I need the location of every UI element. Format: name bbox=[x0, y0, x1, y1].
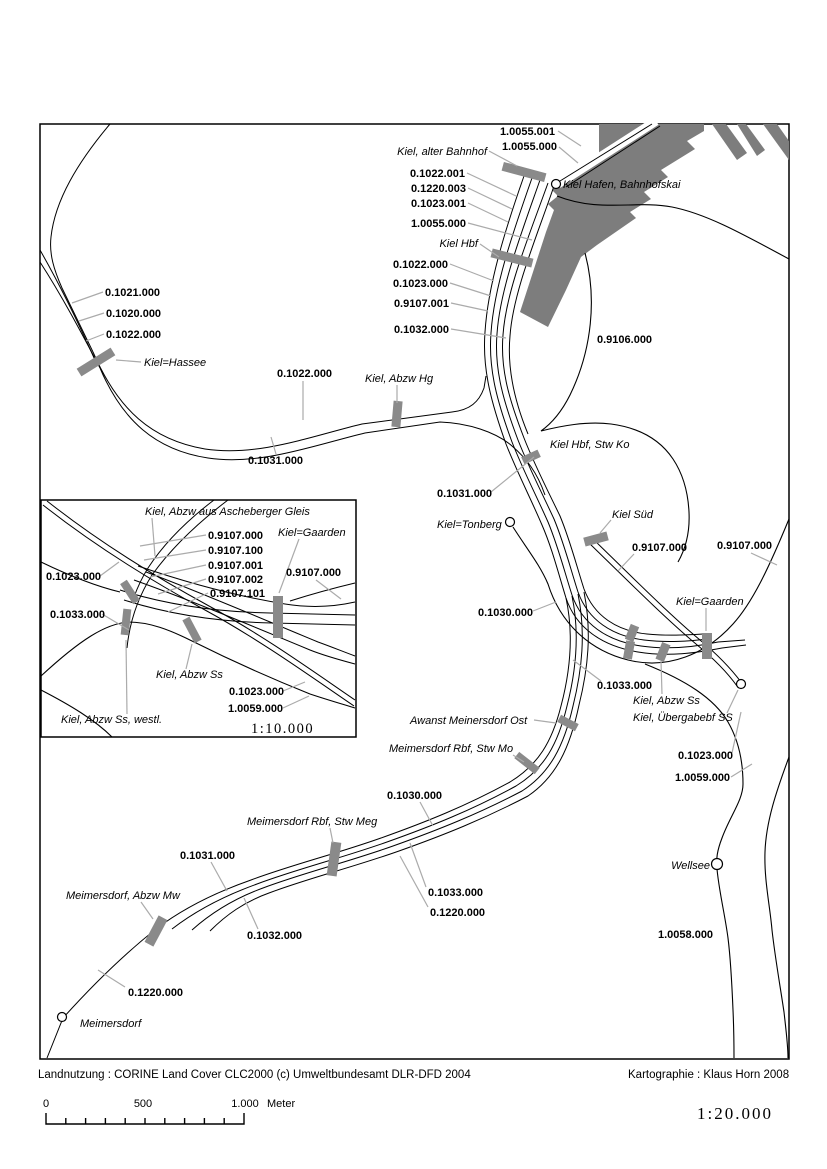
station-label: Kiel=Hassee bbox=[144, 357, 207, 369]
station-marker-kiel-hbf-stw-ko bbox=[521, 450, 541, 465]
station-label: Meimersdorf Rbf, Stw Meg bbox=[247, 816, 378, 828]
line-number-label: 0.1020.000 bbox=[106, 308, 162, 320]
line-number-label: 0.1031.000 bbox=[437, 488, 493, 500]
leader-line bbox=[451, 303, 488, 311]
leader-line bbox=[489, 151, 517, 166]
station-marker-meimersdorf-rbf-stw-meg bbox=[327, 841, 342, 876]
line-number-label: 0.1032.000 bbox=[393, 324, 449, 336]
leader-line bbox=[98, 970, 125, 987]
line-number-label: 0.1023.000 bbox=[229, 686, 285, 698]
leader-line bbox=[410, 843, 426, 887]
station-label: Kiel Hbf bbox=[439, 238, 478, 250]
line-number-label: 0.9107.001 bbox=[393, 298, 449, 310]
station-label: Meimersdorf Rbf, Stw Mo bbox=[389, 743, 514, 755]
line-number-label: 1.0059.000 bbox=[675, 772, 731, 784]
line-number-label: 0.1220.003 bbox=[410, 183, 466, 195]
station-label: Kiel, Abzw Hg bbox=[365, 373, 434, 385]
scalebar-label: 1.000 bbox=[231, 1098, 259, 1110]
line-number-label: 0.1031.000 bbox=[248, 455, 304, 467]
line-number-label: 0.1023.001 bbox=[410, 198, 466, 210]
line-number-label: 0.1022.001 bbox=[409, 168, 465, 180]
station-label: Kiel Hbf, Stw Ko bbox=[550, 439, 630, 451]
station-label: Kiel Hafen, Bahnhofskai bbox=[563, 179, 681, 191]
line-number-label: 0.1023.000 bbox=[46, 571, 102, 583]
leader-line bbox=[467, 173, 516, 196]
line-number-label: 0.1022.000 bbox=[277, 368, 333, 380]
station-marker-inset-kiel-gaarden bbox=[273, 596, 283, 638]
station-circle-kiel-hafen-bahnhofskai bbox=[552, 180, 561, 189]
station-marker-kiel-hbf bbox=[491, 249, 534, 268]
station-label: Awanst Meinersdorf Ost bbox=[410, 715, 528, 727]
station-label: Kiel=Gaarden bbox=[676, 596, 744, 608]
station-circle-kiel-tonberg bbox=[506, 518, 515, 527]
leader-line bbox=[450, 283, 491, 296]
line-number-label: 0.1033.000 bbox=[428, 887, 484, 899]
leader-line bbox=[533, 602, 556, 611]
station-label: Kiel, Übergabebf SS bbox=[633, 712, 733, 724]
line-number-label: 0.1031.000 bbox=[180, 850, 236, 862]
scalebar-label: 0 bbox=[42, 1098, 50, 1110]
line-number-label: 0.1022.000 bbox=[106, 329, 162, 341]
station-marker-meimersdorf-rbf-stw-mo bbox=[514, 752, 539, 774]
line-number-label: 0.1030.000 bbox=[387, 790, 443, 802]
line-number-label: 0.1220.000 bbox=[430, 907, 486, 919]
leader-line bbox=[72, 292, 103, 303]
station-marker-kiel-abzw-ss bbox=[655, 642, 670, 662]
line-number-label: 0.1023.000 bbox=[678, 750, 734, 762]
line-number-label: 0.9107.000 bbox=[717, 540, 773, 552]
leader-line bbox=[559, 147, 578, 163]
station-label: Meimersdorf bbox=[80, 1018, 142, 1030]
leader-line bbox=[141, 902, 153, 919]
line-number-label: 0.1033.000 bbox=[597, 680, 653, 692]
scale-bar bbox=[46, 1113, 244, 1124]
leader-line bbox=[600, 520, 611, 533]
station-circle-kiel-uebergabebf-ss bbox=[737, 680, 746, 689]
station-marker-kiel-hassee bbox=[77, 348, 116, 377]
line-number-label: 0.1022.000 bbox=[392, 259, 448, 271]
leader-line bbox=[244, 898, 258, 929]
leader-line bbox=[661, 661, 662, 694]
leader-line bbox=[86, 334, 104, 341]
station-marker-kiel-abzw-hg bbox=[391, 401, 402, 428]
station-label: Kiel=Tonberg bbox=[437, 519, 502, 531]
line-number-label: 0.9107.000 bbox=[286, 567, 342, 579]
station-label: Kiel, Abzw Ss bbox=[156, 669, 223, 681]
station-marker-kiel-gaarden bbox=[702, 633, 712, 659]
inset-scale-text: 1:10.000 bbox=[251, 721, 315, 737]
line-number-label: 1.0059.000 bbox=[228, 703, 284, 715]
credit-text: Kartographie : Klaus Horn 2008 bbox=[628, 1069, 790, 1081]
station-marker-meimersdorf-abzw-mw bbox=[145, 915, 168, 946]
leader-line bbox=[79, 313, 104, 321]
scalebar-label: Meter bbox=[267, 1098, 296, 1110]
station-label: Kiel, Abzw Ss, westl. bbox=[61, 714, 163, 726]
leader-line bbox=[116, 360, 141, 362]
line-number-label: 0.9107.002 bbox=[208, 574, 264, 586]
line-number-label: 0.9107.000 bbox=[208, 530, 264, 542]
leader-line bbox=[727, 690, 738, 713]
leader-line bbox=[491, 457, 534, 492]
station-label: Kiel, Abzw aus Ascheberger Gleis bbox=[145, 506, 310, 518]
line-number-label: 0.9107.000 bbox=[632, 542, 688, 554]
main-scale-text: 1:20.000 bbox=[697, 1104, 773, 1123]
line-number-label: 0.1032.000 bbox=[247, 930, 303, 942]
line-number-label: 1.0058.000 bbox=[658, 929, 714, 941]
station-marker-kiel-alter-bahnhof bbox=[502, 162, 547, 182]
leader-line bbox=[558, 131, 581, 146]
line-number-label: 0.1030.000 bbox=[478, 607, 534, 619]
station-marker-junction-2 bbox=[623, 640, 635, 659]
station-label: Kiel, Abzw Ss bbox=[633, 695, 700, 707]
station-label: Kiel=Gaarden bbox=[278, 527, 346, 539]
line-number-label: 0.1033.000 bbox=[50, 609, 106, 621]
leader-line bbox=[468, 203, 508, 222]
harbor-pier bbox=[763, 124, 789, 160]
line-number-label: 1.0055.000 bbox=[501, 141, 557, 153]
line-number-label: 1.0055.001 bbox=[499, 126, 555, 138]
scale-bar-ticks bbox=[66, 1118, 224, 1124]
leader-line bbox=[330, 828, 333, 843]
line-number-label: 0.9107.100 bbox=[208, 545, 264, 557]
station-label: Wellsee bbox=[671, 860, 710, 872]
line-number-label: 1.0055.000 bbox=[410, 218, 466, 230]
station-label: Meimersdorf, Abzw Mw bbox=[66, 890, 180, 902]
station-label: Kiel Süd bbox=[612, 509, 653, 521]
line-number-label: 0.1021.000 bbox=[105, 287, 161, 299]
line-number-label: 0.9107.101 bbox=[210, 588, 266, 600]
leader-line bbox=[534, 720, 556, 723]
scalebar-label: 500 bbox=[133, 1098, 153, 1110]
station-circle-meimersdorf bbox=[58, 1013, 67, 1022]
line-number-label: 0.1220.000 bbox=[128, 987, 184, 999]
line-number-label: 0.9107.001 bbox=[208, 560, 264, 572]
leader-line bbox=[618, 554, 634, 571]
leader-line bbox=[211, 862, 227, 891]
credit-text: Landnutzung : CORINE Land Cover CLC2000 (c) Umweltbundesamt DLR-DFD 2004 bbox=[38, 1069, 471, 1081]
line-number-label: 0.9106.000 bbox=[597, 334, 653, 346]
leader-line bbox=[450, 264, 494, 281]
contour-lines bbox=[513, 196, 789, 1058]
station-circle-wellsee bbox=[712, 859, 723, 870]
station-label: Kiel, alter Bahnhof bbox=[397, 146, 487, 158]
line-number-label: 0.1023.000 bbox=[392, 278, 448, 290]
station-marker-kiel-sued bbox=[583, 532, 609, 547]
harbor-area bbox=[520, 124, 789, 327]
